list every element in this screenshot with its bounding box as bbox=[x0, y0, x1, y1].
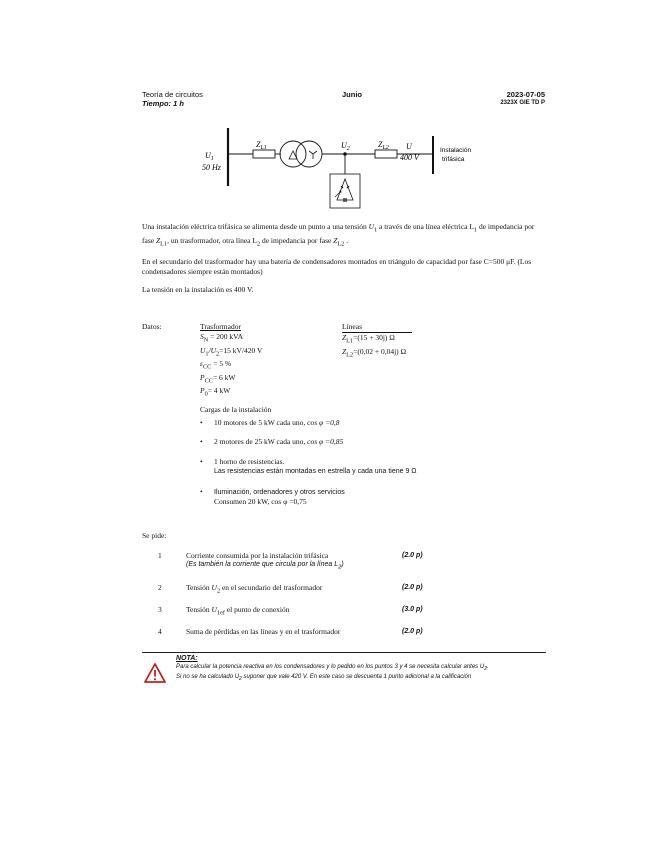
transformer-title: Trasformador bbox=[200, 322, 241, 331]
loads-title: Cargas de la instalación bbox=[200, 405, 272, 414]
page-header bbox=[142, 90, 545, 112]
impedance-zl2 bbox=[375, 150, 397, 158]
note-section bbox=[142, 652, 546, 683]
load-label-line2: trifásica bbox=[442, 156, 465, 163]
statement-paragraph-1: Una instalación eléctrica trifásica se alimenta desde un punto a una tensión $U_1$ a través de una línea eléctrica $L_1$ de impedancia por fase $Z_{L1}$, un trasformador, otra línea $L_2$ de impedancia por fase $Z_{L2}$ . bbox=[142, 222, 535, 247]
questions-section bbox=[142, 531, 546, 649]
data-label: Datos: bbox=[142, 322, 162, 331]
warning-icon bbox=[144, 663, 166, 683]
exam-code: 2323X GIE TD P bbox=[500, 100, 545, 106]
questions-label: Se pide: bbox=[142, 531, 167, 540]
load-voltage-symbol: U bbox=[406, 142, 412, 151]
lines-data bbox=[342, 322, 492, 360]
question-points: (2.0 p) bbox=[402, 583, 423, 591]
statement-paragraph-2: En el secundario del trasformador hay una batería de condensadores montados en triángulo de capacidad por fase C=500 μF. (Los condensadores siempre están montados) bbox=[142, 257, 532, 276]
question-number: 4 bbox=[158, 626, 162, 636]
circuit-svg bbox=[195, 122, 485, 210]
transformer-p0: $P_0= 4$ kW bbox=[200, 386, 231, 398]
source-frequency: 50 Hz bbox=[202, 163, 221, 172]
bullet-icon: • bbox=[200, 456, 203, 466]
note-title: NOTA: bbox=[176, 655, 198, 662]
header-left bbox=[142, 90, 203, 108]
question-points: (3.0 p) bbox=[402, 605, 423, 613]
transformer-rating: $S_N = 200$ kVA bbox=[200, 332, 243, 344]
transformer-secondary bbox=[296, 141, 322, 167]
source-voltage-label: $U_1$ bbox=[205, 151, 214, 162]
impedance-zl1 bbox=[253, 150, 275, 158]
exam-time: Tiempo: 1 h bbox=[142, 99, 184, 108]
question-points: (2.0 p) bbox=[402, 627, 423, 635]
note-content bbox=[176, 655, 548, 683]
transformer-data bbox=[200, 322, 340, 400]
loads-section bbox=[200, 405, 520, 517]
line-zl1: $Z_{L1}=(15 + 30j)$ Ω bbox=[342, 333, 395, 345]
list-item: • 1 horno de resistencias. Las resistencias están montadas en estrella y cada una tiene 9 Ω bbox=[200, 456, 417, 475]
question-text: Corriente consumida por la instalación trifásica bbox=[186, 550, 329, 560]
question-number: 2 bbox=[158, 582, 162, 592]
question-number: 3 bbox=[158, 604, 162, 614]
question-number: 1 bbox=[158, 550, 162, 560]
question-text: Suma de pérdidas en las líneas y en el trasformador bbox=[186, 626, 341, 636]
node-u2-label: $U_2$ bbox=[341, 141, 350, 152]
exam-date: 2023-07-05 bbox=[506, 90, 545, 99]
load-label-line1: Instalación bbox=[440, 147, 472, 154]
statement-paragraph-3: La tensión en la instalación es 400 V. bbox=[142, 285, 254, 294]
circuit-diagram bbox=[195, 122, 485, 210]
exam-month: Junio bbox=[342, 90, 362, 99]
list-item: • 10 motores de 5 kW cada uno, cos φ =0,8 bbox=[200, 417, 340, 427]
load-voltage-value: 400 V bbox=[400, 153, 419, 162]
note-line-1: Para calcular la potencia reactiva en los condensadores y lo pedido en los puntos 3 y 4 se necesita calcular antes $U_2$. bbox=[176, 664, 489, 673]
question-text: Tensión $U_2$ en el secundario del trasformador bbox=[186, 582, 323, 594]
transformer-ratio: $U_1/U_2=15$ kV/420 V bbox=[200, 345, 263, 357]
wye-symbol bbox=[309, 151, 317, 159]
question-item bbox=[142, 583, 546, 605]
question-item bbox=[142, 605, 546, 627]
loads-list bbox=[200, 418, 520, 507]
course-name: Teoría de circuitos bbox=[142, 90, 203, 99]
bullet-icon: • bbox=[200, 486, 203, 496]
list-item: • Iluminación, ordenadores y otros servicios Consumen 20 kW, cos φ =0,75 bbox=[200, 486, 345, 506]
transformer-primary bbox=[280, 141, 306, 167]
question-item bbox=[142, 627, 546, 649]
question-text: Tensión $U_{1ef}$ el punto de conexión bbox=[186, 604, 290, 616]
lines-title: Líneas bbox=[342, 322, 412, 333]
note-line-2: Si no se ha calculado $U_2$ suponer que vale 420 V. En este caso se descuenta 1 punto adicional a la calificación bbox=[176, 674, 472, 683]
bullet-icon: • bbox=[200, 417, 203, 427]
question-points: (2.0 p) bbox=[402, 551, 423, 559]
transformer-pcc: $P_{CC}= 6$ kW bbox=[200, 372, 236, 384]
question-item bbox=[142, 551, 546, 583]
zl1-label: $Z_{L1}$ bbox=[256, 140, 267, 151]
problem-statement bbox=[142, 222, 546, 303]
zl2-label: $Z_{L2}$ bbox=[378, 140, 389, 151]
bullet-icon: • bbox=[200, 437, 203, 446]
question-note: (Es también la corriente que circula por la línea $L_2$) bbox=[186, 561, 344, 571]
line-zl2: $Z_{L2}=(0,02 + 0,04j)$ Ω bbox=[342, 346, 407, 358]
list-item: • 2 motores de 25 kW cada uno, cos φ =0,85 bbox=[200, 437, 344, 446]
transformer-ecc: $\varepsilon_{CC} = 5$ % bbox=[200, 359, 232, 371]
header-right bbox=[500, 90, 545, 108]
